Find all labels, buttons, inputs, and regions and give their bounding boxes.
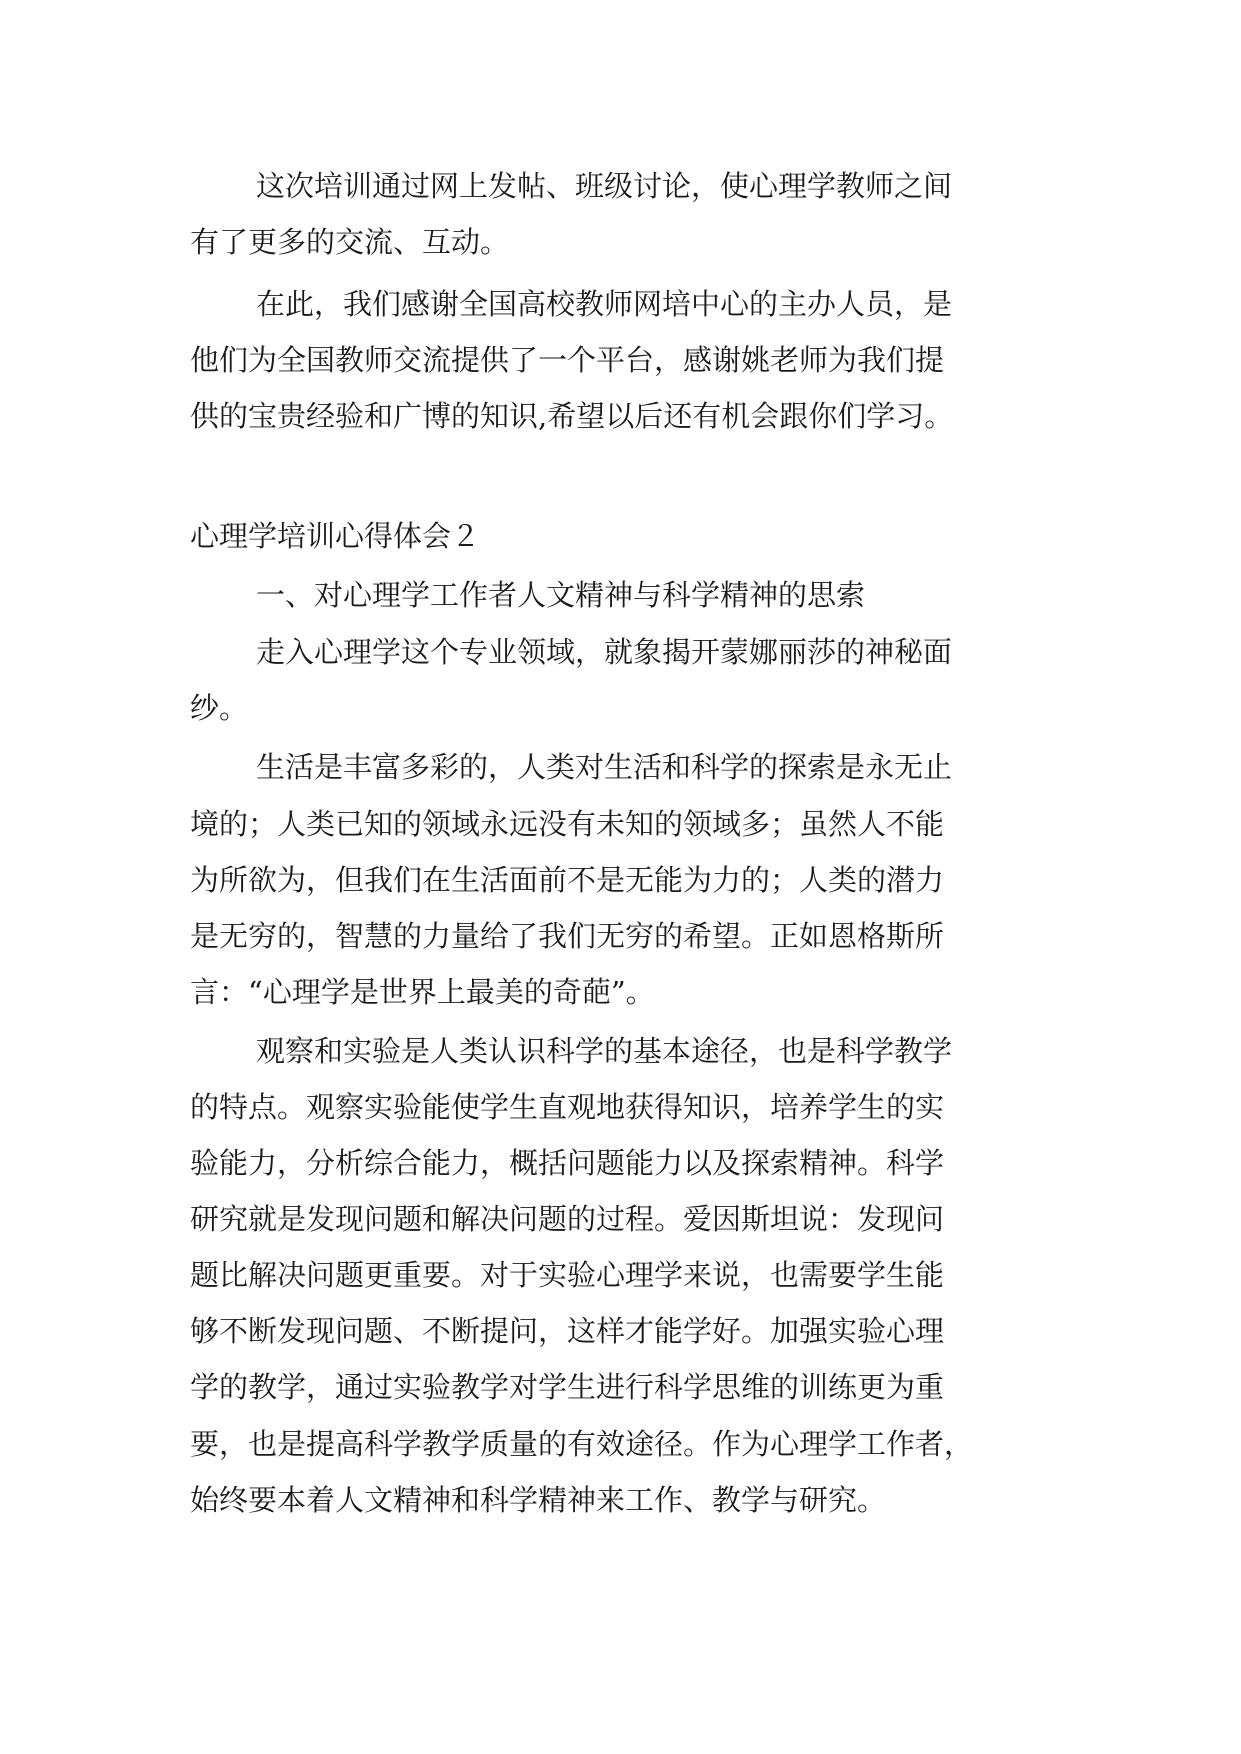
paragraph-5-line-1: 观察和实验是人类认识科学的基本途径，也是科学教学 — [256, 1034, 953, 1068]
paragraph-2-line-1: 在此，我们感谢全国高校教师网培中心的主办人员，是 — [256, 287, 953, 321]
paragraph-5-line-7: 学的教学，通过实验教学对学生进行科学思维的训练更为重 — [190, 1370, 945, 1404]
paragraph-1-line-1: 这次培训通过网上发帖、班级讨论，使心理学教师之间 — [256, 169, 953, 203]
paragraph-2-line-3: 供的宝贵经验和广博的知识,希望以后还有机会跟你们学习。 — [190, 399, 954, 433]
paragraph-5-line-8: 要，也是提高科学教学质量的有效途径。作为心理学工作者， — [190, 1427, 974, 1461]
paragraph-5-line-3: 验能力，分析综合能力，概括问题能力以及探索精神。科学 — [190, 1146, 945, 1180]
section-heading: 一、对心理学工作者人文精神与科学精神的思索 — [256, 578, 866, 612]
section-title: 心理学培训心得体会２ — [190, 519, 481, 553]
paragraph-4-line-4: 是无穷的，智慧的力量给了我们无穷的希望。正如恩格斯所 — [190, 919, 945, 953]
paragraph-3-line-1: 走入心理学这个专业领域，就象揭开蒙娜丽莎的神秘面 — [256, 635, 953, 669]
paragraph-2-line-2: 他们为全国教师交流提供了一个平台，感谢姚老师为我们提 — [190, 343, 945, 377]
paragraph-5-line-5: 题比解决问题更重要。对于实验心理学来说，也需要学生能 — [190, 1258, 945, 1292]
paragraph-4-line-3: 为所欲为，但我们在生活面前不是无能为力的；人类的潜力 — [190, 863, 945, 897]
paragraph-1-line-2: 有了更多的交流、互动。 — [190, 225, 510, 259]
paragraph-4-line-2: 境的；人类已知的领域永远没有未知的领域多；虽然人不能 — [190, 807, 945, 841]
paragraph-5-line-9: 始终要本着人文精神和科学精神来工作、教学与研究。 — [190, 1483, 887, 1517]
paragraph-5-line-4: 研究就是发现问题和解决问题的过程。爱因斯坦说：发现问 — [190, 1202, 945, 1236]
paragraph-5-line-6: 够不断发现问题、不断提问，这样才能学好。加强实验心理 — [190, 1314, 945, 1348]
paragraph-3-line-2: 纱。 — [190, 691, 249, 725]
paragraph-4-line-5: 言：“心理学是世界上最美的奇葩”。 — [190, 975, 655, 1009]
paragraph-4-line-1: 生活是丰富多彩的，人类对生活和科学的探索是永无止 — [256, 750, 953, 784]
paragraph-5-line-2: 的特点。观察实验能使学生直观地获得知识，培养学生的实 — [190, 1090, 945, 1124]
